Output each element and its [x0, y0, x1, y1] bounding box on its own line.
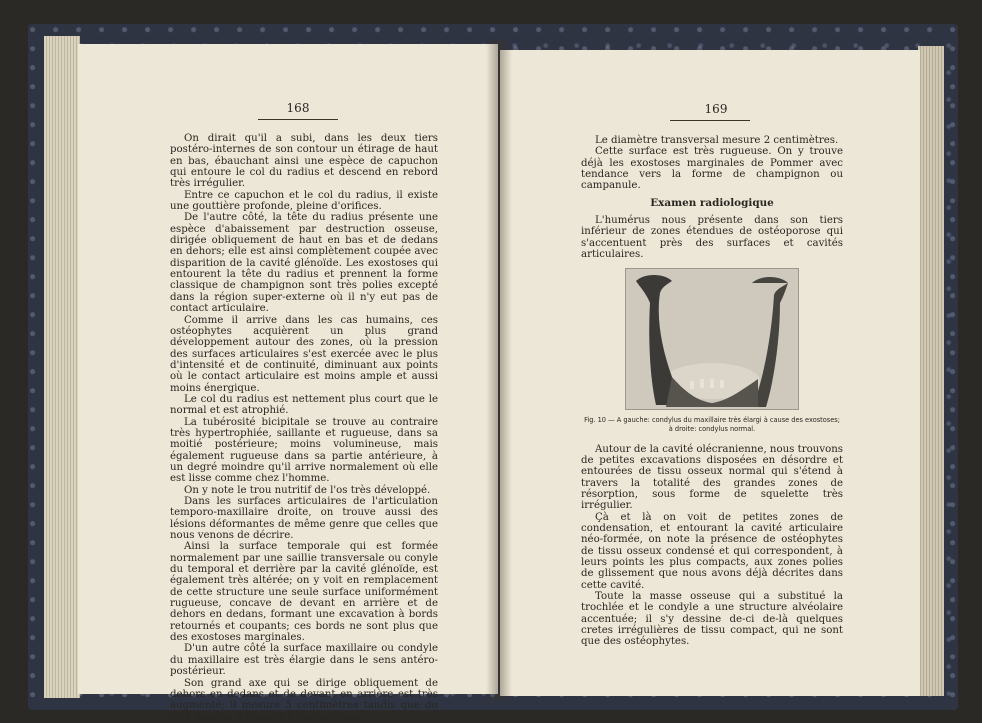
paragraph: Dans les surfaces articulaires de l'articulation temporo-maxillaire droite, on trouve aussi des lésions déformantes de même genre que celles que nous venons de décrire.	[170, 496, 438, 542]
left-body-text	[170, 133, 438, 723]
page-edges-left	[44, 36, 80, 698]
paragraph: Le diamètre transversal mesure 2 centimètres.	[595, 135, 839, 146]
figure-caption	[581, 416, 843, 433]
paragraph: De l'autre côté, la tête du radius présente une espèce d'abaissement par destruction osseuse, dirigée obliquement de haut en bas et de dedans en dehors; elle est ainsi complètement coupée avec disparition de la cavité glénoïde. Les exostoses qui entourent la tête du radius et prennent la forme classique de champignon sont très polies excepté dans la région super-externe où il n'y eut pas de contact articulaire.	[170, 212, 438, 315]
header-rule	[258, 119, 338, 120]
paragraph: Çà et là on voit de petites zones de condensation, et entourant la cavité articulaire néo-formée, on note la présence de ostéophytes de tissu osseux condensé et qui correspondent, à leurs points les plus compacts, aux zones polies de glissement que nous avons déjà décrites dans cette cavité.	[581, 511, 843, 591]
paragraph: Comme il arrive dans les cas humains, ces ostéophytes acquièrent un plus grand développement autour des zones, où la pression des surfaces articulaires s'est exercée avec le plus d'intensité et de continuité, diminuant aux points où le contact articulaire est moins ample et aussi moins énergique.	[170, 314, 438, 394]
paragraph: On dirait qu'il a subi, dans les deux tiers postéro-internes de son contour un étirage de haut en bas, ébauchant ainsi une espèce de capuchon qui entoure le col du radius et descend en rebord très irrégulier.	[170, 133, 438, 190]
paragraph: D'un autre côté la surface maxillaire ou condyle du maxillaire est très élargie dans le sens antéro-postérieur.	[170, 643, 438, 678]
right-page	[500, 50, 920, 696]
book-gutter	[486, 40, 512, 700]
caption-line: Fig. 10 — A gauche: condylus du maxillaire très élargi à cause des exostoses;	[584, 416, 840, 425]
right-lower-text	[581, 444, 843, 648]
page-number: 168	[286, 101, 310, 115]
paragraph: Entre ce capuchon et le col du radius, il existe une gouttière profonde, pleine d'orifices.	[170, 189, 438, 213]
header-rule	[670, 120, 750, 121]
paragraph: Le col du radius est nettement plus court que le normal et est atrophié.	[170, 393, 438, 417]
paragraph: La tubérosité bicipitale se trouve au contraire très hypertrophiée, saillante et rugueuse, dans sa moitié postérieure; moins volumineuse, mais également rugueuse dans sa partie antérieure, à un degré moindre qu'il arrive normalement où elle est lisse comme chez l'homme.	[170, 416, 438, 485]
paragraph: Ainsi la surface temporale qui est formée normalement par une saillie transversale ou conyle du temporal et derrière par la cavité glénoïde, est également très altérée; on y voit en remplacement de cette structure une seule surface uniformément rugueuse, concave de devant en arrière et de dehors en dedans, formant une excavation à bords retournés et coupants; ces bords ne sont plus que des exostoses marginales.	[170, 541, 438, 644]
caption-line: à droite: condylus normal.	[668, 425, 756, 434]
page-number: 169	[704, 102, 728, 116]
right-body-text	[581, 135, 843, 648]
paragraph: L'humérus nous présente dans son tiers inférieur de zones étendues de ostéoporose qui s'accentuent près des surfaces et cavités articulaires.	[581, 215, 843, 261]
paragraph: On y note le trou nutritif de l'os très développé.	[184, 484, 431, 496]
paragraph: Cette surface est très rugueuse. On y trouve déjà les exostoses marginales de Pommer avec tendance vers la forme de champignon ou campanule.	[581, 146, 843, 192]
page-edges-right	[918, 46, 944, 696]
radiograph-figure	[625, 268, 799, 410]
left-page	[78, 44, 498, 723]
radiograph-image	[626, 269, 798, 409]
paragraph: Toute la masse osseuse qui a substitué la trochlée et le condyle a une structure alvéolaire accentuée; il s'y dessine de-ci de-là quelques cretes irrégulières de tissu compact, qui ne sont que des ostéophytes.	[581, 591, 843, 648]
paragraph: Autour de la cavité olécranienne, nous trouvons de petites excavations disposées en désordre et entourées de tissu osseux normal qui s'étend à travers la totalité des grandes zones de résorption, sous forme de squelette très irrégulier.	[581, 443, 843, 512]
paragraph: Son grand axe qui se dirige obliquement de dehors en dedans et de devant en arrière est très augmenté; il mesure 5 centimètres tandis que du côté gauche il mesure 4 centimètres.	[170, 677, 438, 723]
section-heading: Examen radiologique	[650, 196, 774, 209]
